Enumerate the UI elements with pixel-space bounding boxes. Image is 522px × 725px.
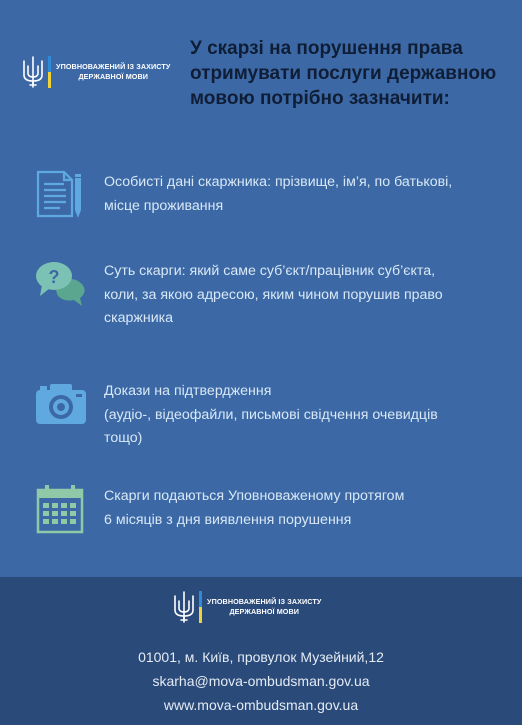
- header-logo: [21, 55, 170, 89]
- camera-icon: [34, 378, 88, 432]
- item-line: коли, за якою адресою, яким чином порушив право: [104, 286, 443, 303]
- page-title: [190, 36, 510, 111]
- list-item: [34, 378, 504, 451]
- item-line: тощо): [104, 430, 143, 446]
- speech-bubbles-icon: [34, 258, 88, 312]
- brand-line-2: ДЕРЖАВНОЇ МОВИ: [78, 72, 149, 81]
- item-line: скаржника: [104, 310, 174, 326]
- flag-bar: [199, 591, 202, 623]
- brand-line-1: УПОВНОВАЖЕНИЙ ІЗ ЗАХИСТУ: [207, 597, 322, 606]
- item-line: Особисті дані скаржника: прізвище, ім’я, по батькові,: [104, 174, 453, 190]
- brand-line-1: УПОВНОВАЖЕНИЙ ІЗ ЗАХИСТУ: [56, 62, 171, 71]
- headline-line-2: отримувати послуги державною: [190, 63, 497, 84]
- calendar-icon: [34, 482, 88, 536]
- brand-line-2: ДЕРЖАВНОЇ МОВИ: [229, 607, 300, 616]
- item-line: Суть скарги: який саме суб’єкт/працівник суб’єкта,: [104, 263, 436, 279]
- item-text: [104, 171, 504, 218]
- website-link[interactable]: www.mova-ombudsman.gov.ua: [163, 697, 359, 713]
- email-link[interactable]: skarha@mova-ombudsman.gov.ua: [152, 673, 370, 689]
- item-line: Докази на підтвердження: [104, 383, 272, 399]
- headline-line-1: У скарзі на порушення права: [190, 38, 463, 59]
- list-item: [34, 482, 504, 536]
- trident-icon: [21, 55, 45, 89]
- trident-icon: [172, 590, 196, 624]
- svg-text:?: ?: [48, 267, 60, 287]
- item-line: 6 місяців з дня виявлення порушення: [104, 511, 352, 528]
- item-line: Скарги подаються Уповноваженому протягом: [104, 488, 405, 504]
- contacts: [0, 645, 522, 717]
- item-text: [104, 380, 504, 451]
- footer-logo: [172, 590, 321, 624]
- document-pencil-icon: [34, 168, 88, 222]
- item-line: (аудіо-, відеофайли, письмові свідчення очевидців: [104, 406, 438, 423]
- item-line: місце проживання: [104, 197, 224, 214]
- headline-line-3: мовою потрібно зазначити:: [190, 88, 450, 109]
- brand-name: [56, 62, 170, 82]
- item-text: [104, 260, 504, 331]
- brand-name: [207, 597, 321, 617]
- list-item: [34, 258, 504, 331]
- flag-bar: [48, 56, 51, 88]
- list-item: [34, 168, 504, 222]
- address-text: 01001, м. Київ, провулок Музейний,12: [138, 649, 384, 665]
- item-text: [104, 485, 504, 532]
